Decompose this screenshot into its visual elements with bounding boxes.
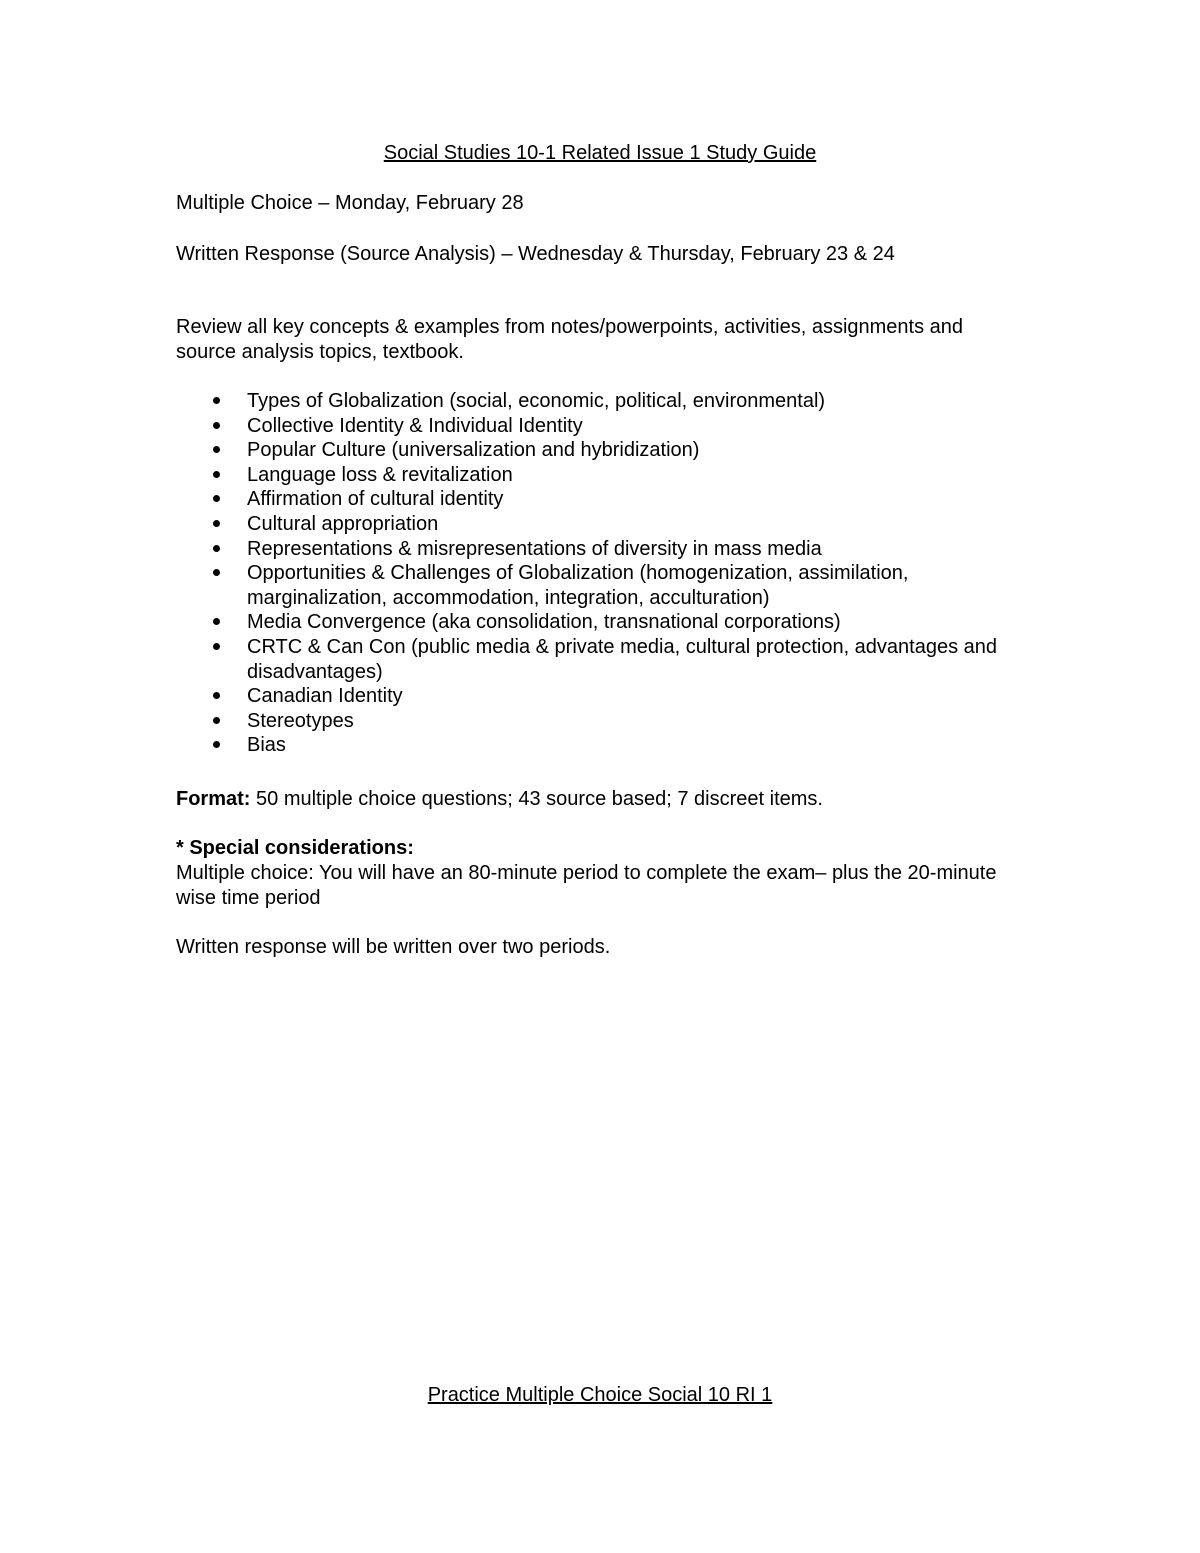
list-item (176, 733, 1026, 758)
review-intro: Review all key concepts & examples from notes/powerpoints, activities, assignments and source analysis topics, textbook. (176, 316, 964, 363)
topic-text: Opportunities & Challenges of Globalization (homogenization, assimilation, marginalization, accommodation, integration, acculturation) (247, 562, 909, 609)
bullet-icon (213, 422, 220, 429)
list-item (176, 389, 1026, 414)
topic-text: Popular Culture (universalization and hybridization) (247, 439, 700, 462)
bullet-icon (213, 397, 220, 404)
list-item (176, 684, 1026, 709)
topic-text: Bias (247, 734, 286, 757)
topic-text: Cultural appropriation (247, 512, 439, 535)
bullet-icon (213, 569, 220, 576)
bullet-icon (213, 545, 220, 552)
bullet-icon (213, 471, 220, 478)
topic-text: Affirmation of cultural identity (247, 488, 504, 511)
bullet-icon (213, 495, 220, 502)
list-item (176, 512, 1026, 537)
written-response-date: Written Response (Source Analysis) – Wednesday & Thursday, February 23 & 24 (176, 243, 895, 265)
topic-text: Stereotypes (247, 709, 354, 732)
list-item (176, 561, 1026, 610)
list-item (176, 537, 1026, 562)
topic-text: Language loss & revitalization (247, 463, 513, 486)
practice-multiple-choice-link[interactable]: Practice Multiple Choice Social 10 RI 1 (427, 1384, 773, 1406)
bullet-icon (213, 741, 220, 748)
special-considerations-heading: * Special considerations: (176, 837, 414, 859)
bullet-icon (213, 717, 220, 724)
list-item (176, 487, 1026, 512)
topic-text: CRTC & Can Con (public media & private media, cultural protection, advantages and disadvantages) (247, 635, 998, 683)
list-item (176, 463, 1026, 488)
topic-text: Collective Identity & Individual Identity (247, 414, 583, 437)
bullet-icon (213, 643, 220, 650)
format-line (176, 787, 823, 812)
list-item (176, 635, 1026, 684)
page-title: Social Studies 10-1 Related Issue 1 Study Guide (383, 142, 817, 164)
topic-text: Types of Globalization (social, economic, political, environmental) (247, 390, 826, 412)
list-item (176, 414, 1026, 439)
topic-text: Canadian Identity (247, 685, 403, 708)
topic-list (176, 389, 1026, 758)
bullet-icon (213, 446, 220, 453)
multiple-choice-date: Multiple Choice – Monday, February 28 (176, 192, 524, 214)
topic-text: Media Convergence (aka consolidation, transnational corporations) (247, 611, 841, 634)
format-text: 50 multiple choice questions; 43 source based; 7 discreet items. (250, 788, 823, 810)
list-item (176, 438, 1026, 463)
format-label: Format: (176, 788, 251, 810)
topic-text: Representations & misrepresentations of diversity in mass media (247, 537, 822, 560)
bullet-icon (213, 618, 220, 625)
list-item (176, 709, 1026, 734)
list-item (176, 610, 1026, 635)
bullet-icon (213, 692, 220, 699)
bullet-icon (213, 520, 220, 527)
special-considerations-text: Multiple choice: You will have an 80-minute period to complete the exam– plus the 20-minute wise time period (176, 862, 997, 909)
written-response-note: Written response will be written over two periods. (176, 936, 611, 958)
